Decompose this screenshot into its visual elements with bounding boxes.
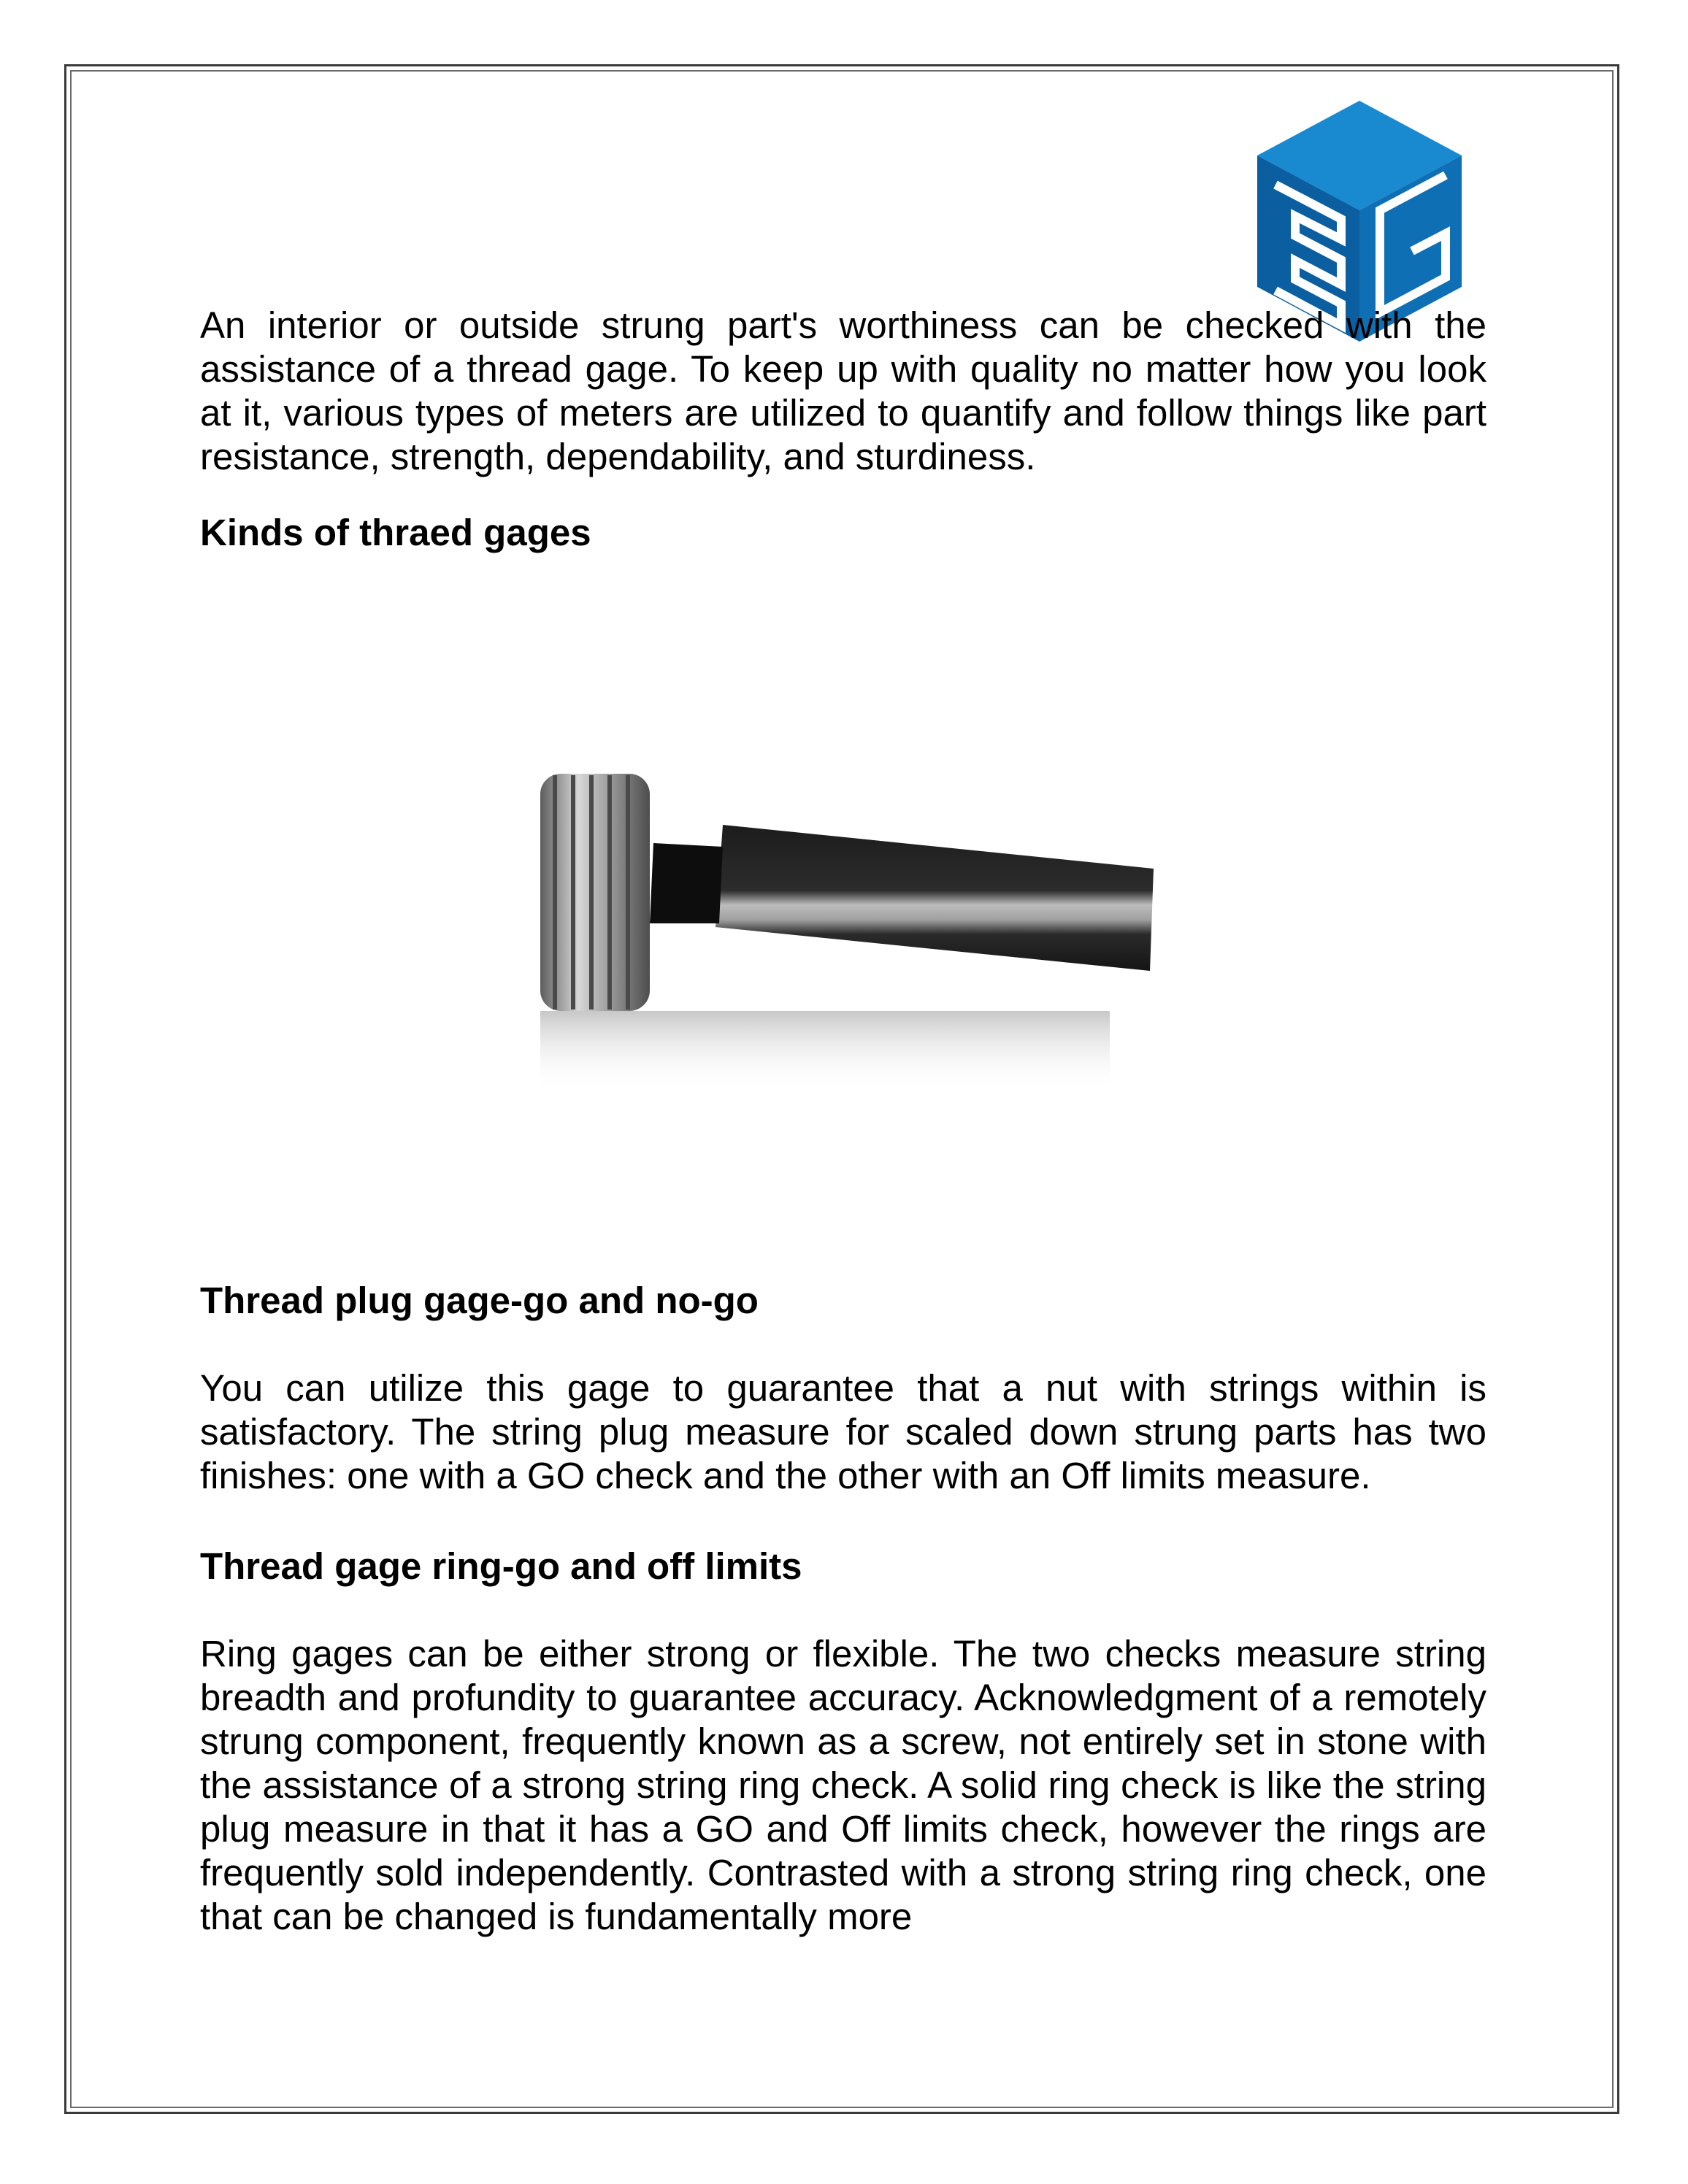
gage-handle <box>716 825 1154 971</box>
section-heading-plug-gage: Thread plug gage-go and no-go <box>200 1280 759 1321</box>
section-body-ring-gage: Ring gages can be either strong or flexible. The two checks measure string breadth and profundity to guarantee accuracy. Acknowledgment of a remotely strung component, frequently known as a screw, not entirely set in stone with the assistance of a strong string ring check. A solid ring check is like the string plug measure in that it has a GO and Off limits check, however the rings are frequently sold independently. Contrasted with a strong string ring check, one that can be changed is fundamentally more <box>200 1633 1486 1937</box>
intro-paragraph <box>200 304 1486 479</box>
section-heading-ring-gage: Thread gage ring-go and off limits <box>200 1545 802 1587</box>
gage-neck <box>650 843 723 923</box>
section-body-plug-gage: You can utilize this gage to guarantee that a nut with strings within is satisfactory. The string plug measure for scaled down strung parts has two finishes: one with a GO check and the other with an Off limits measure. <box>200 1367 1486 1496</box>
intro-text: An interior or outside strung part's worthiness can be checked with the assistance of a thread gage. To keep up with quality no matter how you look at it, various types of meters are utilized to quantify and follow things like part resistance, strength, dependability, and sturdiness. <box>200 304 1486 477</box>
thread-plug-gage-image <box>526 759 1183 1110</box>
kinds-heading: Kinds of thraed gages <box>200 512 591 553</box>
